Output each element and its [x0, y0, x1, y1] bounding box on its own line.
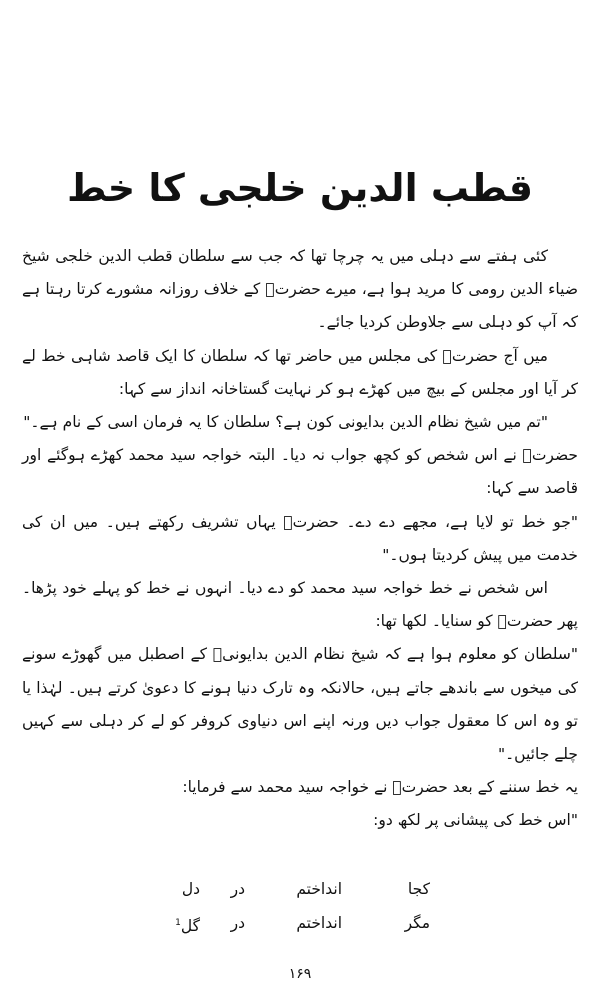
paragraph: میں آج حضرتؒ کی مجلس میں حاضر تھا کہ سلطان کا ایک قاصد شاہی خط لے کر آیا اور مجلس کے بیچ میں کھڑے ہو کر نہایت گستاخانہ انداز سے کہا:	[22, 346, 578, 398]
quote-paragraph: "اس خط کی پیشانی پر لکھ دو:	[373, 811, 578, 830]
paragraph: کئی ہفتے سے دہلی میں یہ چرچا تھا کہ جب سے سلطان قطب الدین خلجی شیخ ضیاء الدین رومی کا مرید ہوا ہے، میرے حضرتؒ کے خلاف روزانہ مشورے کرتا رہتا ہے کہ آپ کو دہلی سے جلاوطن کردیا جائے۔	[22, 247, 578, 332]
verse-line	[0, 906, 600, 940]
verse-word: در	[230, 880, 245, 898]
body-text	[22, 240, 578, 838]
verse-word: انداختم	[296, 880, 342, 898]
verse-word: کجا	[407, 880, 430, 898]
verse-word: در	[230, 914, 245, 932]
verse-word: دل	[181, 880, 200, 898]
quote-paragraph: "جو خط تو لایا ہے، مجھے دے دے۔ حضرتؒ یہاں تشریف رکھتے ہیں۔ میں ان کی خدمت میں پیش کردیتا ہوں۔"	[22, 512, 578, 564]
verse-line	[0, 872, 600, 906]
verse-word	[175, 906, 200, 943]
quote-paragraph: "سلطان کو معلوم ہوا ہے کہ شیخ نظام الدین بدایونیؒ کے اصطبل میں گھوڑے سونے کی میخوں سے باندھے جاتے ہیں، حالانکہ وہ تارک دنیا ہونے کا دعویٰ کرتے ہیں۔ لہٰذا یا تو وہ اس کا معقول جواب دیں ورنہ اپنے اس دنیاوی کروفر کو لے کر دہلی سے کہیں چلے جائیں۔"	[22, 645, 578, 764]
paragraph: یہ خط سننے کے بعد حضرتؒ نے خواجہ سید محمد سے فرمایا:	[182, 778, 578, 797]
verse-word: مگر	[404, 914, 430, 932]
page-number: ۱۶۹	[288, 966, 312, 982]
quote-paragraph: "تم میں شیخ نظام الدین بدایونی کون ہے؟ سلطان کا یہ فرمان اسی کے نام ہے۔"	[23, 413, 548, 432]
verse-word-text: گل	[180, 917, 200, 936]
verse-word: انداختم	[296, 914, 342, 932]
footnote-marker: 1	[175, 918, 181, 928]
persian-verse	[0, 872, 600, 940]
paragraph: حضرتؒ نے اس شخص کو کچھ جواب نہ دیا۔ البتہ خواجہ سید محمد کھڑے ہوگئے اور قاصد سے کہا:	[22, 446, 578, 498]
chapter-title: قطب الدین خلجی کا خط	[67, 166, 533, 210]
paragraph: اس شخص نے خط خواجہ سید محمد کو دے دیا۔ انہوں نے خط کو پہلے خود پڑھا۔ پھر حضرتؒ کو سنایا۔ لکھا تھا:	[22, 579, 578, 631]
